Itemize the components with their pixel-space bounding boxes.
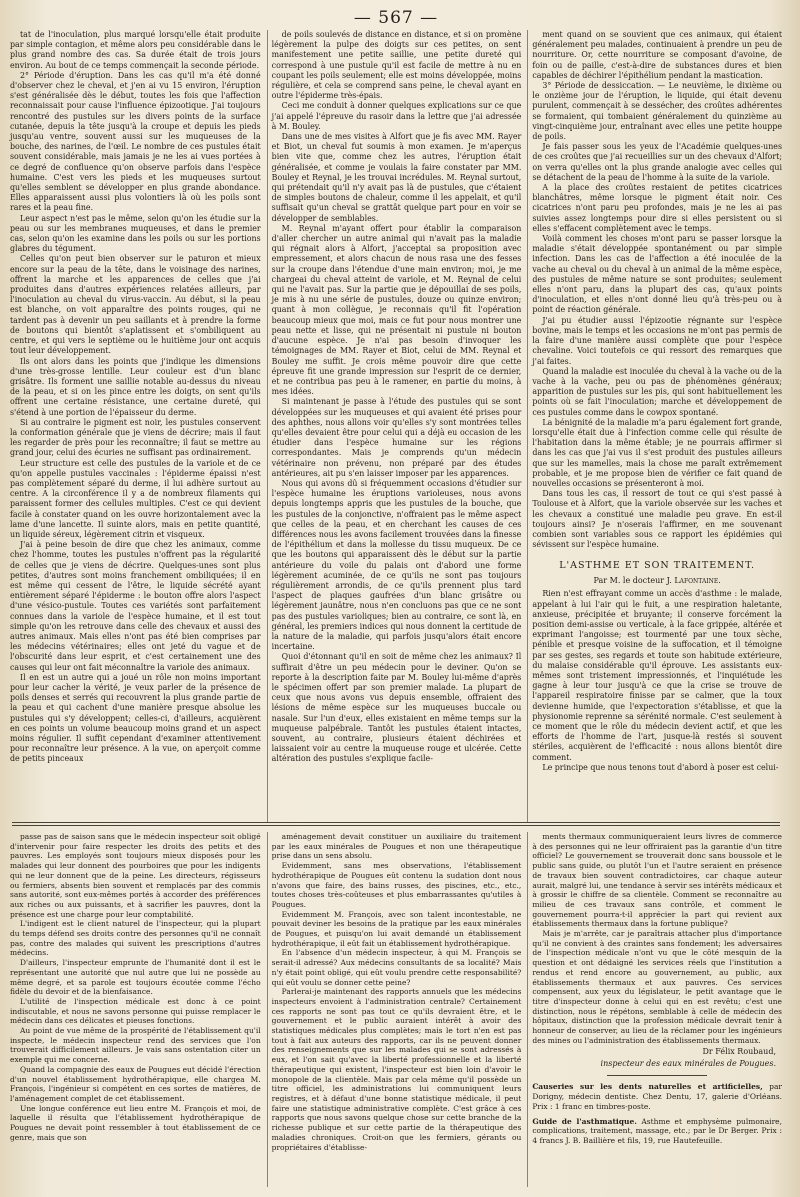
book-notice xyxy=(532,1082,782,1111)
paragraph: Voilà comment les choses m'ont paru se passer lorsque la maladie s'était développée spontanément ou par simple infection. Dans les cas de l'affection a été inoculée de la vache au cheval ou du cheval à un animal de la même espèce, des pustules de même nature se sont produites; seulement elles n'ont paru, dans la plupart des cas, qu'aux points d'inoculation, et elles n'ont donné lieu qu'à très-peu ou à point de réaction générale. xyxy=(532,234,782,315)
paragraph: L'utilité de l'inspection médicale est donc à ce point indiscutable, et nous ne savons personne qui puisse remplacer le médecin dans ces délicates et pieuses fonctions. xyxy=(10,996,261,1026)
column-6 xyxy=(527,832,786,1187)
signature-title: inspecteur des eaux minérales de Pougues. xyxy=(600,1059,776,1069)
paragraph: Ceci me conduit à donner quelques explications sur ce que j'ai appelé l'épreuve du rasoir dans la lettre que j'ai adressée à M. Bouley. xyxy=(271,101,522,131)
paragraph: Le principe que nous tenons tout d'abord à poser est celui- xyxy=(542,762,779,772)
column-3 xyxy=(527,30,786,822)
paragraph: En l'absence d'un médecin inspecteur, à qui M. François se serait-il adressé? Aux médecins consultants de sa localité? Mais n'y était point obligé, qui eût voulu prendre cette responsabilité? qui eût voulu se donner cette peine? xyxy=(271,948,522,987)
signature-name: Dr Félix Roubaud, xyxy=(702,1047,776,1057)
paragraph: Quoi d'étonnant qu'il en soit de même chez les animaux? Il suffirait d'être un peu médecin pour le deviner. Qu'on se reporte à la description faite par M. Bouley lui-même d'après le spécimen offert par son premier malade. La plupart de ceux que nous avons vus depuis ensemble, offraient des lésions de même espèce sur les muqueuses buccale ou nasale. Sur l'un d'eux, elles existaient en même temps sur la muqueuse palpébrale. Tantôt les pustules étaient intactes, souvent, au contraire, plusieurs étaient déchirées et laissaient voir au centre la muqueuse rouge et ulcérée. Cette altération des pustules s'explique facile- xyxy=(271,652,522,764)
paragraph: 3° Période de dessiccation. — Le neuvième, le dixième ou le onzième jour de l'éruption, le liquide, qui était devenu purulent, commençait à se dessécher, des croûtes adhérentes se formaient, qui tombaient généralement du quinzième au vingt-cinquième jour, entraînant avec elles une petite houppe de poils. xyxy=(532,81,782,142)
paragraph: Dans tous les cas, il ressort de tout ce qui s'est passé à Toulouse et à Alfort, que la variole observée sur les vaches et les chevaux a constitué une maladie peu grave. En est-il toujours ainsi? Je n'oserais l'affirmer, en me souvenant combien sont variables sous ce rapport les épidémies qui sévissent sur l'espèce humaine. xyxy=(532,489,782,550)
paragraph: ments thermaux communiqueraient leurs livres de commerce à des personnes qui ne leur offriraient pas la garantie d'un titre officiel? Le gouvernement se trouverait donc sans boussole et le public sans guide, ou plutôt l'un et l'autre seraient en présence de travaux bien souvent contradictoires, car chaque auteur aurait, malgré lui, une tendance à servir ses intérêts médicaux et à grossir le chiffre de sa clientèle. Comment se reconnaître au milieu de ces travaux sans contrôle, et comment le gouvernement pourra-t-il apprécier la part qui revient aux établissements thermaux dans la fortune publique? xyxy=(532,832,782,929)
paragraph: Une longue conférence eut lieu entre M. François et moi, de laquelle il résulta que l'établissement hydrothérapique de Pougues ne devait point ressembler à tout établissement de ce genre, mais que son xyxy=(10,1103,261,1142)
paragraph: Celles qu'on peut bien observer sur le paturon et mieux encore sur la peau de la tête, dans le voisinage des narines, offrent la marche et les apparences de celles que j'ai produites dans d'autres expériences relatées ailleurs, par l'inoculation au cheval du virus-vaccin. Au début, si la peau est blanche, on voit apparaître des points rouges, qui ne tardent pas à devenir un peu saillants et à prendre la forme de boutons qui bientôt s'aplatissent et s'ombiliquent au centre, et qui vers le septième ou le huitième jour ont acquis tout leur développement. xyxy=(10,254,261,356)
paragraph: Si maintenant je passe à l'étude des pustules qui se sont développées sur les muqueuses et qui avaient été prises pour des aphthes, nous allons voir qu'elles s'y sont montrées telles qu'elles devaient être pour celui qui a déjà eu occasion de les étudier dans l'espèce humaine sur les régions correspondantes. Mais je comprends qu'un médecin vétérinaire non prévenu, non préparé par des études antérieures, ait pu s'en laisser imposer par les apparences. xyxy=(271,397,522,478)
paragraph: aménagement devait constituer un auxiliaire du traitement par les eaux minérales de Pougues et non une thérapeutique prise dans un sens absolu. xyxy=(271,832,522,861)
paragraph: Je fais passer sous les yeux de l'Académie quelques-unes de ces croûtes que j'ai recueillies sur un des chevaux d'Alfort; on verra qu'elles ont la plus grande analogie avec celles qui se détachent de la peau de l'homme à la suite de la variole. xyxy=(532,142,782,182)
lower-section xyxy=(6,832,786,1187)
paragraph: D'ailleurs, l'inspecteur emprunte de l'humanité dont il est le représentant une autorité que nul autre que lui ne possède au même degré, et sa parole est toujours écoutée comme l'écho fidèle du devoir et de la bienfaisance. xyxy=(10,958,261,997)
page-header xyxy=(6,0,786,30)
paragraph: Dans une de mes visites à Alfort que je fis avec MM. Rayer et Biot, un cheval fut soumis à mon examen. Je m'aperçus bien vite que, comme chez les autres, l'éruption était généralisée, et comme je voulais la faire constater par MM. Bouley et Reynal, je les trouvai incrédules. M. Reynal surtout, qui prétendait qu'il n'y avait pas là de pustules, que c'étaient de simples boutons de chaleur, comme il les appelait, et qu'il suffisait qu'un cheval se grattât quelque part pour en voir se développer de semblables. xyxy=(271,132,522,223)
paragraph: de poils soulevés de distance en distance, et si on promène légèrement la pulpe des doigts sur ces petites, on sent manifestement une petite saillie, une petite dureté qui correspond à une pustule qu'il est facile de mettre à nu en coupant les poils seulement; elle est moins développée, moins régulière, et cela se comprend sans peine, le cheval ayant en outre l'épiderme très-épais. xyxy=(271,30,522,101)
article-byline xyxy=(532,576,782,585)
paragraph: M. Reynal m'ayant offert pour établir la comparaison d'aller chercher un autre animal qui n'avait pas la maladie qui régnait alors à Alfort, j'acceptai sa proposition avec empressement, et alors chacun de nous rasa une des fesses sur la croupe dans l'étendue d'une main environ; moi, je me chargeai du cheval atteint de variole, et M. Reynal de celui qui ne l'avait pas. Sur la partie que je dépouillai de ses poils, je mis à nu une série de pustules, douze ou quinze environ; quant à mon collègue, je reconnais qu'il fit l'opération beaucoup mieux que moi, mais ce fut pour nous montrer une peau nette et lisse, qui ne présentait ni pustule ni bouton d'aucune espèce. Je n'ai pas besoin d'invoquer les témoignages de MM. Rayer et Biot, celui de MM. Reynal et Bouley me suffit. Je crois même pouvoir dire que cette épreuve fit une grande impression sur l'esprit de ce dernier, et ne contribua pas peu à le ramener, en partie du moins, à mes idées. xyxy=(271,223,522,397)
notice-title: Causeries sur les dents naturelles et artificielles, xyxy=(532,1082,763,1092)
paragraph: L'indigent est le client naturel de l'inspecteur, qui la plupart du temps défend ses droits contre des personnes qu'il ne connaît pas, contre des malades qui suivent les prescriptions d'autres médecins. xyxy=(10,919,261,958)
notice-title: Guide de l'asthmatique. xyxy=(532,1116,637,1126)
paragraph: 2° Période d'éruption. Dans les cas qu'il m'a été donné d'observer chez le cheval, et j'en ai vu 15 environ, l'éruption s'est généralisée dès le début, toutes les fois que l'affection reconnaissait pour cause l'influence épizootique. J'ai toujours rencontré des pustules sur les divers points de la surface cutanée, depuis la tête jusqu'à la croupe et depuis les pieds jusqu'au ventre, souvent aussi sur les muqueuses de la bouche, des narines, de l'œil. Le nombre de ces pustules était souvent considérable, mais jamais je ne les ai vues portées à ce degré de confluence qu'on observe parfois dans l'espèce humaine. C'est vers les pieds et les muqueuses surtout qu'elles semblent se développer en plus grande abondance. Elles apparaissent aussi plus volontiers là où les poils sont rares et la peau fine. xyxy=(10,70,261,213)
column-5 xyxy=(267,832,526,1187)
paragraph: La bénignité de la maladie m'a paru également fort grande, lorsqu'elle était due à l'infection comme celle qui résulte de l'habitation dans la même étable; je ne pourrais affirmer si dans les cas que j'ai vus il s'est produit des pustules ailleurs que sur les mamelles, mais la chose me paraît extrêmement probable, et je me propose bien de vérifier ce fait quand de nouvelles occasions se présenteront à moi. xyxy=(532,417,782,488)
paragraph: tat de l'inoculation, plus marqué lorsqu'elle était produite par simple contagion, et même alors peu considérable dans le plus grand nombre des cas. Sa durée était de trois jours environ. Au bout de ce temps commençait la seconde période. xyxy=(10,30,261,70)
paragraph: Au point de vue même de la prospérité de l'établissement qu'il inspecte, le médecin inspecteur rend des services que l'on trouverait difficilement ailleurs. Je vais sans ostentation citer un exemple qui me concerne. xyxy=(10,1026,261,1065)
divider xyxy=(607,1075,707,1076)
paragraph: Si au contraire le pigment est noir, les pustules conservent la conformation générale que je viens de décrire; mais il faut les regarder de près pour les reconnaître; il faut se mettre au grand jour, celui des écuries ne suffisant pas ordinairement. xyxy=(10,417,261,458)
paragraph: Leur structure est celle des pustules de la variole et de ce qu'on appelle pustules vaccinales : l'épiderme épaissi n'est pas complètement séparé du derme, il lui adhère surtout au centre. A la circonférence il y a de nombreux filaments qui paraissent former des cellules multiples. C'est ce qui devient facile à constater quand on les ouvre horizontalement avec la lame d'une lancette. Il suinte alors, mais en petite quantité, un liquide séreux, légèrement citrin et visqueux. xyxy=(10,458,261,539)
paragraph: A la place des croûtes restaient de petites cicatrices blanchâtres, même lorsque le pigment était noir. Ces cicatrices n'ont paru peu profondes, mais je ne les ai pas suivies assez longtemps pour dire si elles persistent ou si elles s'effacent complètement avec le temps. xyxy=(532,183,782,233)
paragraph: Ils ont alors dans les points que j'indique les dimensions d'une très-grosse lentille. Leur couleur est d'un blanc grisâtre. Ils forment une saillie notable au-dessus du niveau de la peau, et si on les pince entre les doigts, on sent qu'ils offrent une certaine résistance, une certaine dureté, qui s'étend à une portion de l'épaisseur du derme. xyxy=(10,356,261,417)
paragraph: ment quand on se souvient que ces animaux, qui étaient généralement peu malades, continuaient à prendre un peu de nourriture. Or, cette nourriture se composant d'avoine, de foin ou de paille, c'est-à-dire de substances dures et bien capables de déchirer l'épithélium pendant la mastication. xyxy=(532,30,782,80)
paragraph: J'ai à peine besoin de dire que chez les animaux, comme chez l'homme, toutes les pustules n'offrent pas la régularité de celles que je viens de décrire. Quelques-unes sont plus petites, d'autres sont moins franchement ombiliquées; il en est même qui cessent de l'être, le liquide sécrété ayant entièrement séparé l'épiderme : le bouton offre alors l'aspect d'une vésico-pustule. Toutes ces variétés sont parfaitement connues dans la variole de l'espèce humaine, et il est tout simple qu'on les retrouve dans celle des chevaux et aussi des autres animaux. Mais elles n'ont pas été bien comprises par les médecins vétérinaires; elles ont jeté du vague et de l'obscurité dans leur esprit, et c'est certainement une des causes qui leur ont fait méconnaître la variole des animaux. xyxy=(10,540,261,672)
byline-author: J. Lafontaine. xyxy=(666,576,721,586)
upper-section xyxy=(6,30,786,822)
paragraph: Nous qui avons dû si fréquemment occasions d'étudier sur l'espèce humaine les éruptions varioleuses, nous avons depuis longtemps appris que les pustules de la bouche, que les pustules de la conjonctive, n'offraient pas le même aspect que celles de la peau, et en cherchant les causes de ces différences nous les avons facilement trouvées dans la finesse de l'épithélium et dans la mollesse du tissu muqueux. De ce que les boutons qui apparaissent dès le début sur la partie antérieure du voile du palais ont d'abord une forme légèrement acuminée, de ce qu'ils ne sont pas toujours régulièrement arrondis, de ce qu'ils prennent plus tard l'aspect de plaques gaufrées d'un blanc grisâtre ou légèrement jaunâtre, nous n'en concluons pas que ce ne sont pas des pustules varioliques; bien au contraire, ce sont là, en général, les premiers indices qui nous donnent la certitude de la nature de la maladie, qui parfois jusqu'alors était encore incertaine. xyxy=(271,478,522,652)
paragraph: Parlerai-je maintenant des rapports annuels que les médecins inspecteurs envoient à l'administration centrale? Certainement ces rapports ne sont pas tout ce qu'ils devraient être, et le gouvernement et le public auraient intérêt à avoir des statistiques médicales plus complètes; mais le tort n'en est pas tout à fait aux auteurs des rapports, car ils ne peuvent donner des renseignements que sur les malades qui se sont adressés à eux, et l'on sait qu'avec la liberté professionnelle et la liberté thérapeutique qui existent, l'inspecteur est bien loin d'avoir le monopole de la clientèle. Mais par cela même qu'il possède un titre officiel, les administrations lui communiquent leurs registres, et à défaut d'une bonne statistique médicale, il peut faire une statistique administrative complète. C'est grâce à ces rapports que nous savons quelque chose sur cette branche de la richesse publique et sur cette partie de la thérapeutique des maladies chroniques. Croit-on que les fermiers, gérants ou propriétaires d'établisse- xyxy=(271,987,522,1152)
section-divider xyxy=(12,822,780,826)
paragraph: Quand la maladie est inoculée du cheval à la vache ou de la vache à la vache, peu ou pas de phénomènes généraux; apparition de pustules sur les pis, qui sont habituellement les points où se fait l'inoculation; marche et développement de ces pustules comme dans le cowpox spontané. xyxy=(532,366,782,417)
paragraph: Rien n'est effrayant comme un accès d'asthme : le malade, appelant à lui l'air qui le fuit, a une respiration haletante, anxieuse, précipitée et bruyante; il conserve forcément la position demi-assise ou verticale, à la face grippée, altérée et exprimant l'angoisse; est tourmenté par une toux sèche, pénible et presque voisine de la suffocation, et il témoigne par ses gestes, ses regards et toute son habitude extérieure, du malaise considérable qu'il éprouve. Les assistants eux-mêmes sont tristement impressionnés, et l'inquiétude les gagne à leur tour jusqu'à ce que la crise se trouve de l'appareil respiratoire finisse par se calmer, que la toux devienne humide, que l'expectoration s'établisse, et que la physionomie reprenne sa sérénité normale. C'est seulement à ce moment que le rôle du médecin devient actif, et que les efforts de l'homme de l'art, jusque-là restés si souvent stériles, acquièrent de l'efficacité : nous allons bientôt dire comment. xyxy=(532,589,782,762)
paragraph: Evidemment, sans mes observations, l'établissement hydrothérapique de Pougues eût contenu la sudation dont nous n'avons que faire, des bains russes, des piscines, etc., etc., toutes choses très-coûteuses et plus embarrassantes qu'utiles à Pougues. xyxy=(271,861,522,909)
column-4 xyxy=(6,832,265,1187)
paragraph: J'ai pu étudier aussi l'épizootie régnante sur l'espèce bovine, mais le temps et les occasions ne m'ont pas permis de la faire d'une manière aussi complète que pour l'espèce chevaline. Voici toutefois ce qui ressort des remarques que j'ai faites. xyxy=(532,315,782,366)
byline-prefix: Par M. le docteur xyxy=(593,576,665,586)
paragraph: passe pas de saison sans que le médecin inspecteur soit obligé d'intervenir pour faire respecter les droits des petits et des pauvres. Les employés sont toujours mieux disposés pour les malades qui leur donnent des pourboires que pour les indigents qui ne leur donnent que de la peine. Les directeurs, régisseurs ou fermiers, absents bien souvent et remplacés par des commis sans autorité, sont eux-mêmes portés à accorder des préférences aux riches ou aux puissants, et à sacrifier les pauvres, dont la présence est une charge pour leur comptabilité. xyxy=(10,832,261,919)
book-notice xyxy=(532,1117,782,1146)
paragraph: Il en est un autre qui a joué un rôle non moins important pour leur cacher la vérité, je veux parler de la présence de poils denses et serrés qui recouvrent la plus grande partie de la peau et qui cachent d'une manière presque absolue les pustules qui s'y développent; celles-ci, d'ailleurs, acquièrent en ces points un volume beaucoup moins grand et un aspect moins régulier. Il suffit cependant d'examiner attentivement pour reconnaître leur présence. A la vue, on aperçoit comme de petits pinceaux xyxy=(10,672,261,764)
paragraph: Quand la compagnie des eaux de Pougues eut décidé l'érection d'un nouvel établissement hydrothérapique, elle chargea M. François, l'ingénieur si compétent en ces sortes de matières, de l'aménagement complet de cet établissement. xyxy=(10,1064,261,1103)
notice-text: par Dorigny, médecin dentiste. Chez Dentu, 17, galerie d'Orléans. Prix : 1 franc en timbres-poste. xyxy=(532,1082,782,1111)
article-title: L'ASTHME ET SON TRAITEMENT. xyxy=(559,560,756,572)
paragraph: Evidemment M. François, avec son talent incontestable, ne pouvait deviner les besoins de la pratique par les eaux minérales de Pougues, et puisqu'on lui avait demandé un établissement hydrothérapique, il eût fait un établissement hydrothérapique. xyxy=(271,909,522,948)
page-number: — 567 — xyxy=(353,8,439,28)
column-1 xyxy=(6,30,265,822)
paragraph: Leur aspect n'est pas le même, selon qu'on les étudie sur la peau ou sur les membranes muqueuses, et dans le premier cas, selon qu'on les examine dans les poils ou sur les portions glabres du tégument. xyxy=(10,213,261,254)
paragraph: Mais je m'arrête, car je paraîtrais attacher plus d'importance qu'il ne convient à des craintes sans fondement; les adversaires de l'inspection médicale n'ont vu que le côté mesquin de la question et ont dédaigné les services réels que l'institution a rendus et rend encore au gouvernement, au public, aux établissements thermaux et aux pauvres. Ces services compensent, aux yeux du législateur, le petit avantage que le titre d'inspecteur donne à celui qui en est revêtu; c'est une distinction, nous le répétons, semblable à celle de médecin des hôpitaux, distinction que la profession médicale devrait tenir à honneur de conserver, au lieu de la réclamer pour les ingénieurs des mines ou l'administration des établissements thermaux. xyxy=(532,929,782,1045)
notice-text: Asthme et emphysème pulmonaire, complications, traitement, massage, etc.; par le Dr Berger. Prix : 4 francs J. B. Baillière et fils, 19, rue Hautefeuille. xyxy=(532,1116,782,1145)
column-2 xyxy=(267,30,526,822)
